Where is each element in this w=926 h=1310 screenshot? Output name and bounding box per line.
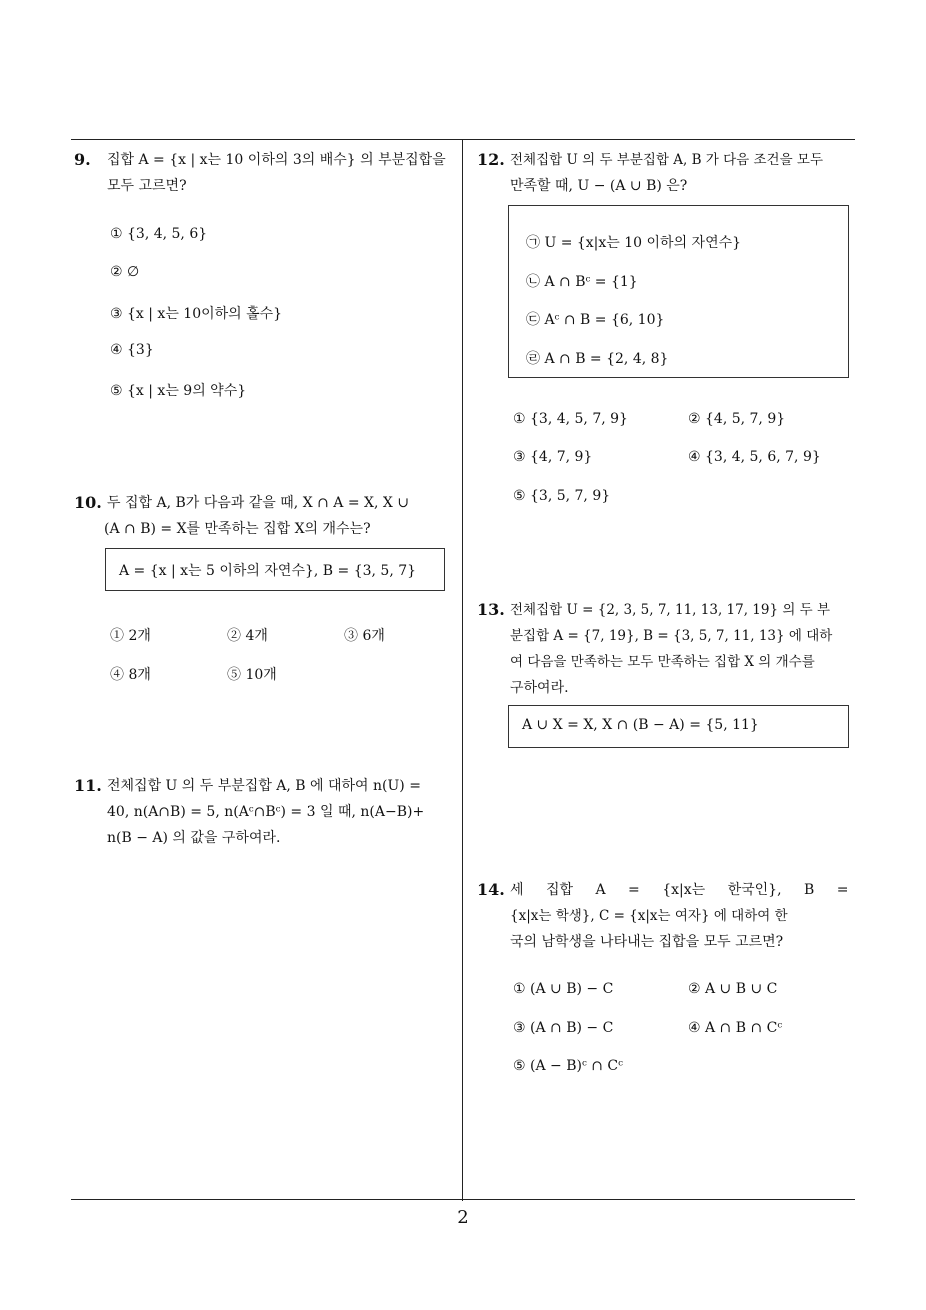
question-text: 두 집합 A, B가 다음과 같을 때, X ∩ A = X, X ∪ — [107, 495, 410, 511]
option-3[interactable]: ③ {x | x는 10이하의 홀수} — [110, 306, 283, 322]
option-5[interactable]: ⑤ {x | x는 9의 약수} — [110, 383, 247, 399]
question-text: 집합 A = {x | x는 10 이하의 3의 배수} 의 부분집합을 모두 고르면? — [107, 152, 446, 194]
question-number: 14. — [477, 880, 505, 899]
option-4[interactable]: ④ A ∩ B ∩ Cᶜ — [688, 1020, 783, 1036]
page-number: 2 — [457, 1207, 469, 1228]
question-14 — [477, 877, 862, 955]
question-9 — [74, 147, 456, 199]
condition-4: ㉣ A ∩ B = {2, 4, 8} — [526, 351, 669, 367]
option-4[interactable]: ④ 8개 — [110, 667, 151, 683]
condition-box — [508, 205, 849, 378]
condition-text: A = {x | x는 5 이하의 자연수}, B = {3, 5, 7} — [119, 563, 417, 579]
question-13 — [477, 597, 862, 701]
top-rule — [71, 139, 855, 140]
option-1[interactable]: ① 2개 — [110, 628, 151, 644]
option-4[interactable]: ④ {3, 4, 5, 6, 7, 9} — [688, 449, 821, 465]
question-text: 전체집합 U = {2, 3, 5, 7, 11, 13, 17, 19} 의 두 부 분집합 A = {7, 19}, B = {3, 5, 7, 11, 13} 에 대하 여 다음을 만족하는 모두 만족하는 집합 X 의 개수를 구하여라. — [510, 602, 833, 696]
option-4[interactable]: ④ {3} — [110, 342, 154, 358]
option-2[interactable]: ② ∅ — [110, 264, 140, 280]
condition-text: A ∪ X = X, X ∩ (B − A) = {5, 11} — [522, 717, 759, 733]
condition-2: ㉡ A ∩ Bᶜ = {1} — [526, 274, 638, 290]
option-2[interactable]: ② A ∪ B ∪ C — [688, 981, 778, 997]
option-1[interactable]: ① {3, 4, 5, 7, 9} — [513, 411, 628, 427]
option-2[interactable]: ② {4, 5, 7, 9} — [688, 411, 786, 427]
condition-box — [508, 705, 849, 748]
option-3[interactable]: ③ (A ∩ B) − C — [513, 1020, 614, 1036]
question-text: 세 집합 A = {x|x는 한국인}, B = {x|x는 학생}, C = {x|x는 여자} 에 대하여 한 국의 남학생을 나타내는 집합을 모두 고르면? — [510, 882, 849, 950]
question-12 — [477, 147, 862, 199]
option-3[interactable]: ③ 6개 — [344, 628, 385, 644]
question-number: 10. — [74, 493, 102, 512]
option-5[interactable]: ⑤ (A − B)ᶜ ∩ Cᶜ — [513, 1058, 623, 1074]
option-1[interactable]: ① {3, 4, 5, 6} — [110, 226, 208, 242]
question-number: 13. — [477, 600, 505, 619]
option-3[interactable]: ③ {4, 7, 9} — [513, 449, 593, 465]
condition-1: ㉠ U = {x|x는 10 이하의 자연수} — [526, 235, 742, 251]
question-10: 10. 두 집합 A, B가 다음과 같을 때, X ∩ A = X, X ∪ (A ∩ B) = X를 만족하는 집합 X의 개수는? — [74, 490, 456, 542]
question-11 — [74, 773, 456, 851]
option-5[interactable]: ⑤ 10개 — [227, 667, 277, 683]
question-number: 12. — [477, 150, 505, 169]
condition-3: ㉢ Aᶜ ∩ B = {6, 10} — [526, 312, 665, 328]
option-1[interactable]: ① (A ∪ B) − C — [513, 981, 614, 997]
question-number: 9. — [74, 150, 91, 169]
bottom-rule — [71, 1199, 855, 1200]
condition-box — [105, 548, 445, 591]
question-number: 11. — [74, 776, 102, 795]
question-text: 전체집합 U 의 두 부분집합 A, B 에 대하여 n(U) = 40, n(A∩B) = 5, n(Aᶜ∩Bᶜ) = 3 일 때, n(A−B)+ n(B − A) 의 값을 구하여라. — [107, 778, 425, 846]
option-2[interactable]: ② 4개 — [227, 628, 268, 644]
question-text: 전체집합 U 의 두 부분집합 A, B 가 다음 조건을 모두 만족할 때, U − (A ∪ B) 은? — [510, 152, 823, 194]
option-5[interactable]: ⑤ {3, 5, 7, 9} — [513, 488, 611, 504]
column-divider — [462, 139, 463, 1201]
